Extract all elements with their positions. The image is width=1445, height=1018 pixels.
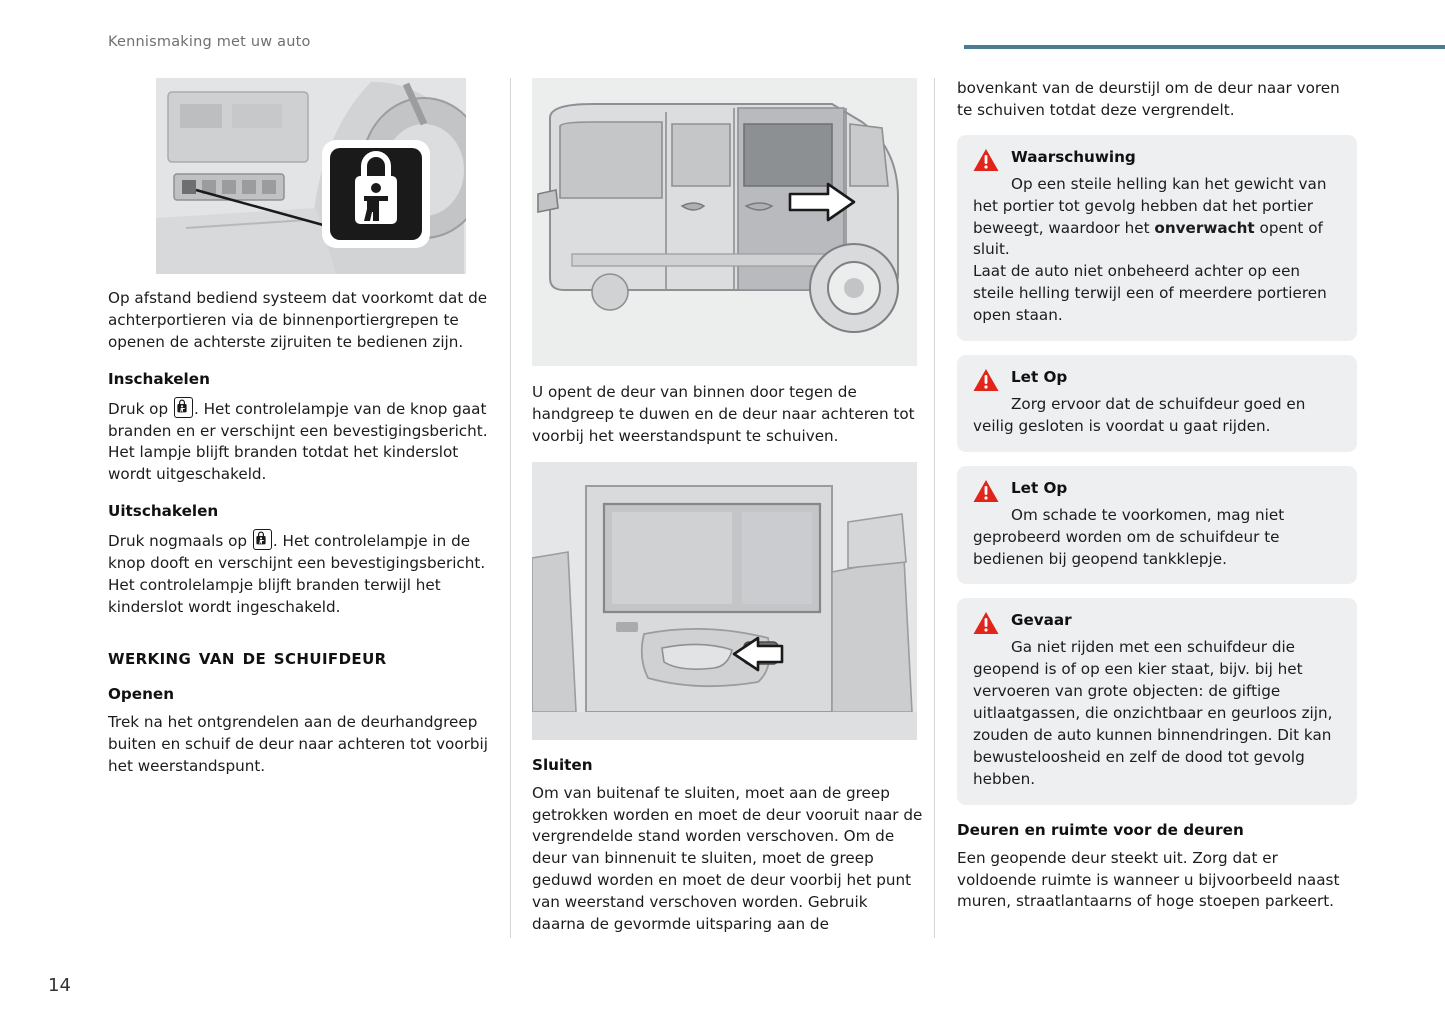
note-gevaar xyxy=(957,598,1357,804)
intro-paragraph: Op afstand bediend systeem dat voorkomt dat de achterportieren via de binnenportiergrepen te openen de achterste zijruiten te bedienen zijn. xyxy=(108,289,488,351)
note-body xyxy=(973,174,1341,327)
note-text: Zorg ervoor dat de schuifdeur goed en veilig gesloten is voordat u gaat rijden. xyxy=(973,395,1306,435)
warning-triangle-icon xyxy=(973,368,999,392)
note-header xyxy=(973,610,1341,635)
enable-paragraph xyxy=(108,397,500,487)
continuation-paragraph: bovenkant van de deurstijl om de deur naar voren te schuiven totdat deze vergrendelt. xyxy=(957,79,1340,119)
note-body xyxy=(973,637,1341,790)
disable-text-before: Druk nogmaals op xyxy=(108,532,252,551)
header-title: Kennismaking met uw auto xyxy=(108,34,311,50)
disable-text-after: . Het controlelampje in de knop dooft en verschijnt een bevestigingsbericht. Het controlelampje blijft branden terwijl het kinderslot wordt ingeschakeld. xyxy=(108,532,486,616)
note-text: Ga niet rijden met een schuifdeur die geopend is of op een kier staat, bijv. bij het vervoeren van grote objecten: de giftige uitlaatgassen, die onzichtbaar en geurloos zijn, zouden de auto kunnen binnendringen. Dit kan bewusteloosheid en zelf de dood tot gevolg hebben. xyxy=(973,638,1333,788)
note-waarschuwing xyxy=(957,135,1357,341)
warning-triangle-icon xyxy=(973,479,999,503)
note-let-op-1 xyxy=(957,355,1357,452)
note-header xyxy=(973,478,1341,503)
child-lock-icon xyxy=(174,397,193,418)
note-title: Let Op xyxy=(1011,478,1068,497)
heading-sluiten: Sluiten xyxy=(532,755,593,774)
disable-paragraph xyxy=(108,529,500,619)
close-paragraph: Om van buitenaf te sluiten, moet aan de greep getrokken worden en moet de deur vooruit naar de vergrendelde stand worden verschoven. Om de deur van binnenuit te sluiten, moet de greep geduwd worden en moet de deur voorbij het punt van weerstand verschoven worden. Gebruik daarna de gevormde uitsparing aan de xyxy=(532,783,923,934)
note-header xyxy=(973,147,1341,172)
note-let-op-2 xyxy=(957,466,1357,585)
note-text-a: Op een steile helling kan het gewicht van het portier tot gevolg hebben dat het portier beweegt, waardoor het xyxy=(973,174,1327,237)
note-text-bold: onverwacht xyxy=(1154,218,1255,237)
page-number: 14 xyxy=(48,975,71,996)
open-paragraph: Trek na het ontgrendelen aan de deurhandgreep buiten en schuif de deur naar achteren tot voorbij het weerstandspunt. xyxy=(108,712,488,775)
column-right xyxy=(957,78,1357,926)
note-text: Om schade te voorkomen, mag niet geprobeerd worden om de schuifdeur te bedienen bij geopend tankklepje. xyxy=(973,505,1285,568)
note-header xyxy=(973,367,1341,392)
note-text-b: opent of sluit. xyxy=(973,218,1323,259)
column-left xyxy=(108,78,500,790)
note-body xyxy=(973,505,1341,571)
enable-text-before: Druk op xyxy=(108,399,173,418)
enable-text-after: . Het controlelampje van de knop gaat branden en er verschijnt een bevestigingsbericht. Het lampje blijft branden totdat het kinderslot wordt uitgeschakeld. xyxy=(108,399,488,484)
note-title: Gevaar xyxy=(1011,611,1072,630)
doors-paragraph: Een geopende deur steekt uit. Zorg dat er voldoende ruimte is wanneer u bijvoorbeeld naast muren, straatlantaarns of hoge stoepen parkeert. xyxy=(957,848,1340,911)
note-text-c: Laat de auto niet onbeheerd achter op een steile helling terwijl een of meerdere portieren open staan. xyxy=(973,262,1327,325)
heading-openen: Openen xyxy=(108,684,175,703)
heading-deuren-en-ruimte: Deuren en ruimte voor de deuren xyxy=(957,820,1244,839)
column-divider-1 xyxy=(510,78,511,938)
figure-van-exterior-sliding-door xyxy=(532,78,917,366)
warning-triangle-icon xyxy=(973,611,999,635)
page-header xyxy=(108,34,1445,58)
note-body xyxy=(973,394,1341,438)
open-inside-paragraph: U opent de deur van binnen door tegen de handgreep te duwen en de deur naar achteren tot voorbij het weerstandspunt te schuiven. xyxy=(532,383,915,445)
heading-uitschakelen: Uitschakelen xyxy=(108,502,219,521)
heading-inschakelen: Inschakelen xyxy=(108,369,210,388)
note-title: Let Op xyxy=(1011,368,1068,387)
figure-dashboard-child-lock xyxy=(156,78,466,274)
column-middle xyxy=(532,78,924,949)
child-lock-icon xyxy=(253,529,272,550)
warning-triangle-icon xyxy=(973,148,999,172)
header-accent-rule xyxy=(964,45,1445,49)
column-divider-2 xyxy=(934,78,935,938)
section-title-sliding-door: werking van de schuifdeur xyxy=(108,644,387,669)
figure-interior-sliding-door xyxy=(532,462,917,740)
note-title: Waarschuwing xyxy=(1011,147,1136,166)
